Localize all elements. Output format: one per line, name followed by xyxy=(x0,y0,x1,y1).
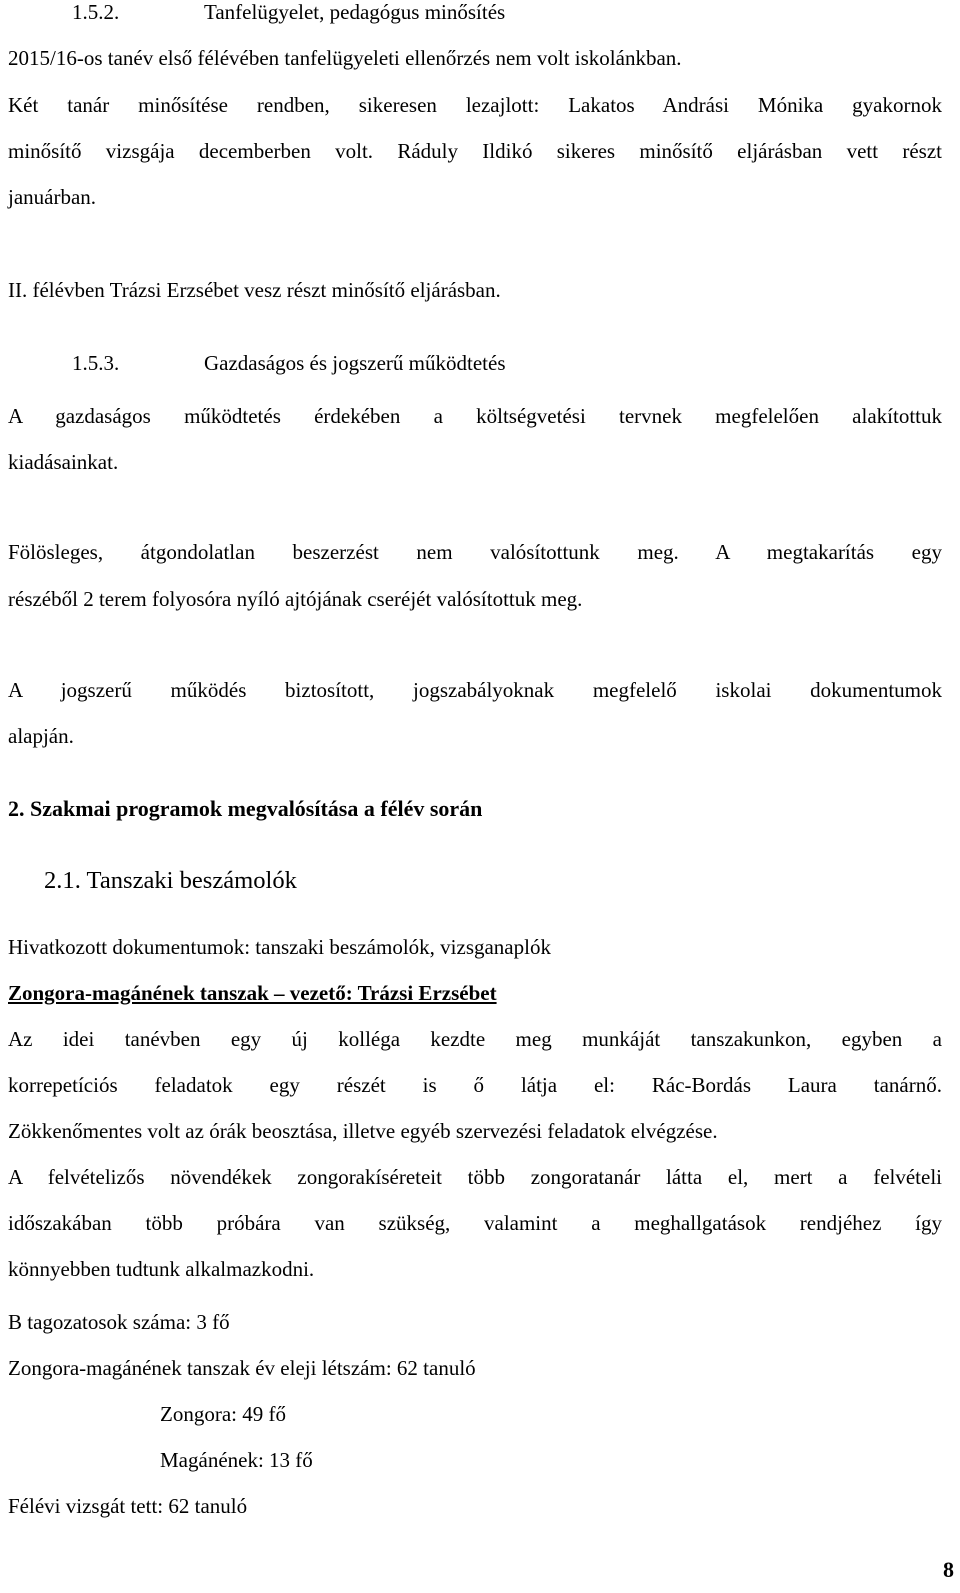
stat-line: Zongora-magánének tanszak év eleji létszám: 62 tanuló xyxy=(8,1356,476,1380)
chapter-heading: 2. Szakmai programok megvalósítása a félév során xyxy=(8,796,483,821)
paragraph-line: A felvételizős növendékek zongorakíséreteit több zongoratanár látta el, mert a felvételi xyxy=(8,1165,942,1189)
page-number: 8 xyxy=(943,1557,954,1582)
section-number: 1.5.3. xyxy=(72,351,120,375)
paragraph-line: Fölösleges, átgondolatlan beszerzést nem valósítottunk meg. A megtakarítás egy xyxy=(8,540,942,564)
department-title: Zongora-magánének tanszak – vezető: Trázsi Erzsébet xyxy=(8,981,497,1005)
breakdown-line: Magánének: 13 fő xyxy=(160,1448,313,1472)
paragraph-line: alapján. xyxy=(8,724,74,748)
references-line: Hivatkozott dokumentumok: tanszaki beszámolók, vizsganaplók xyxy=(8,935,551,959)
paragraph-line: 2015/16-os tanév első félévében tanfelügyeleti ellenőrzés nem volt iskolánkban. xyxy=(8,46,682,70)
section-heading-1-5-3 xyxy=(72,353,960,374)
section-number: 1.5.2. xyxy=(72,0,120,24)
paragraph-line: Zökkenőmentes volt az órák beosztása, illetve egyéb szervezési feladatok elvégzése. xyxy=(8,1119,718,1143)
paragraph-line: Két tanár minősítése rendben, sikeresen lezajlott: Lakatos Andrási Mónika gyakornok xyxy=(8,93,942,117)
section-title: Gazdaságos és jogszerű működtetés xyxy=(204,351,506,375)
subsection-heading: 2.1. Tanszaki beszámolók xyxy=(44,867,297,894)
section-title: Tanfelügyelet, pedagógus minősítés xyxy=(204,0,506,24)
paragraph-line: minősítő vizsgája decemberben volt. Ráduly Ildikó sikeres minősítő eljárásban vett részt xyxy=(8,139,942,163)
paragraph-line: II. félévben Trázsi Erzsébet vesz részt minősítő eljárásban. xyxy=(8,278,501,302)
paragraph-line: januárban. xyxy=(8,185,97,209)
paragraph-line: részéből 2 terem folyosóra nyíló ajtójának cseréjét valósítottuk meg. xyxy=(8,587,583,611)
paragraph-line: könnyebben tudtunk alkalmazkodni. xyxy=(8,1257,315,1281)
paragraph-line: kiadásainkat. xyxy=(8,450,119,474)
paragraph-line: Az idei tanévben egy új kolléga kezdte meg munkáját tanszakunkon, egyben a xyxy=(8,1027,942,1051)
stat-line: Félévi vizsgát tett: 62 tanuló xyxy=(8,1494,248,1518)
stat-line: B tagozatosok száma: 3 fő xyxy=(8,1310,230,1334)
breakdown-line: Zongora: 49 fő xyxy=(160,1402,286,1426)
paragraph-line: korrepetíciós feladatok egy részét is ő látja el: Rác-Bordás Laura tanárnő. xyxy=(8,1073,942,1097)
paragraph-line: A jogszerű működés biztosított, jogszabályoknak megfelelő iskolai dokumentumok xyxy=(8,678,942,702)
paragraph-line: időszakában több próbára van szükség, valamint a meghallgatások rendjéhez így xyxy=(8,1211,942,1235)
paragraph-line: A gazdaságos működtetés érdekében a költségvetési tervnek megfelelően alakítottuk xyxy=(8,404,942,428)
section-heading-1-5-2 xyxy=(72,2,960,23)
